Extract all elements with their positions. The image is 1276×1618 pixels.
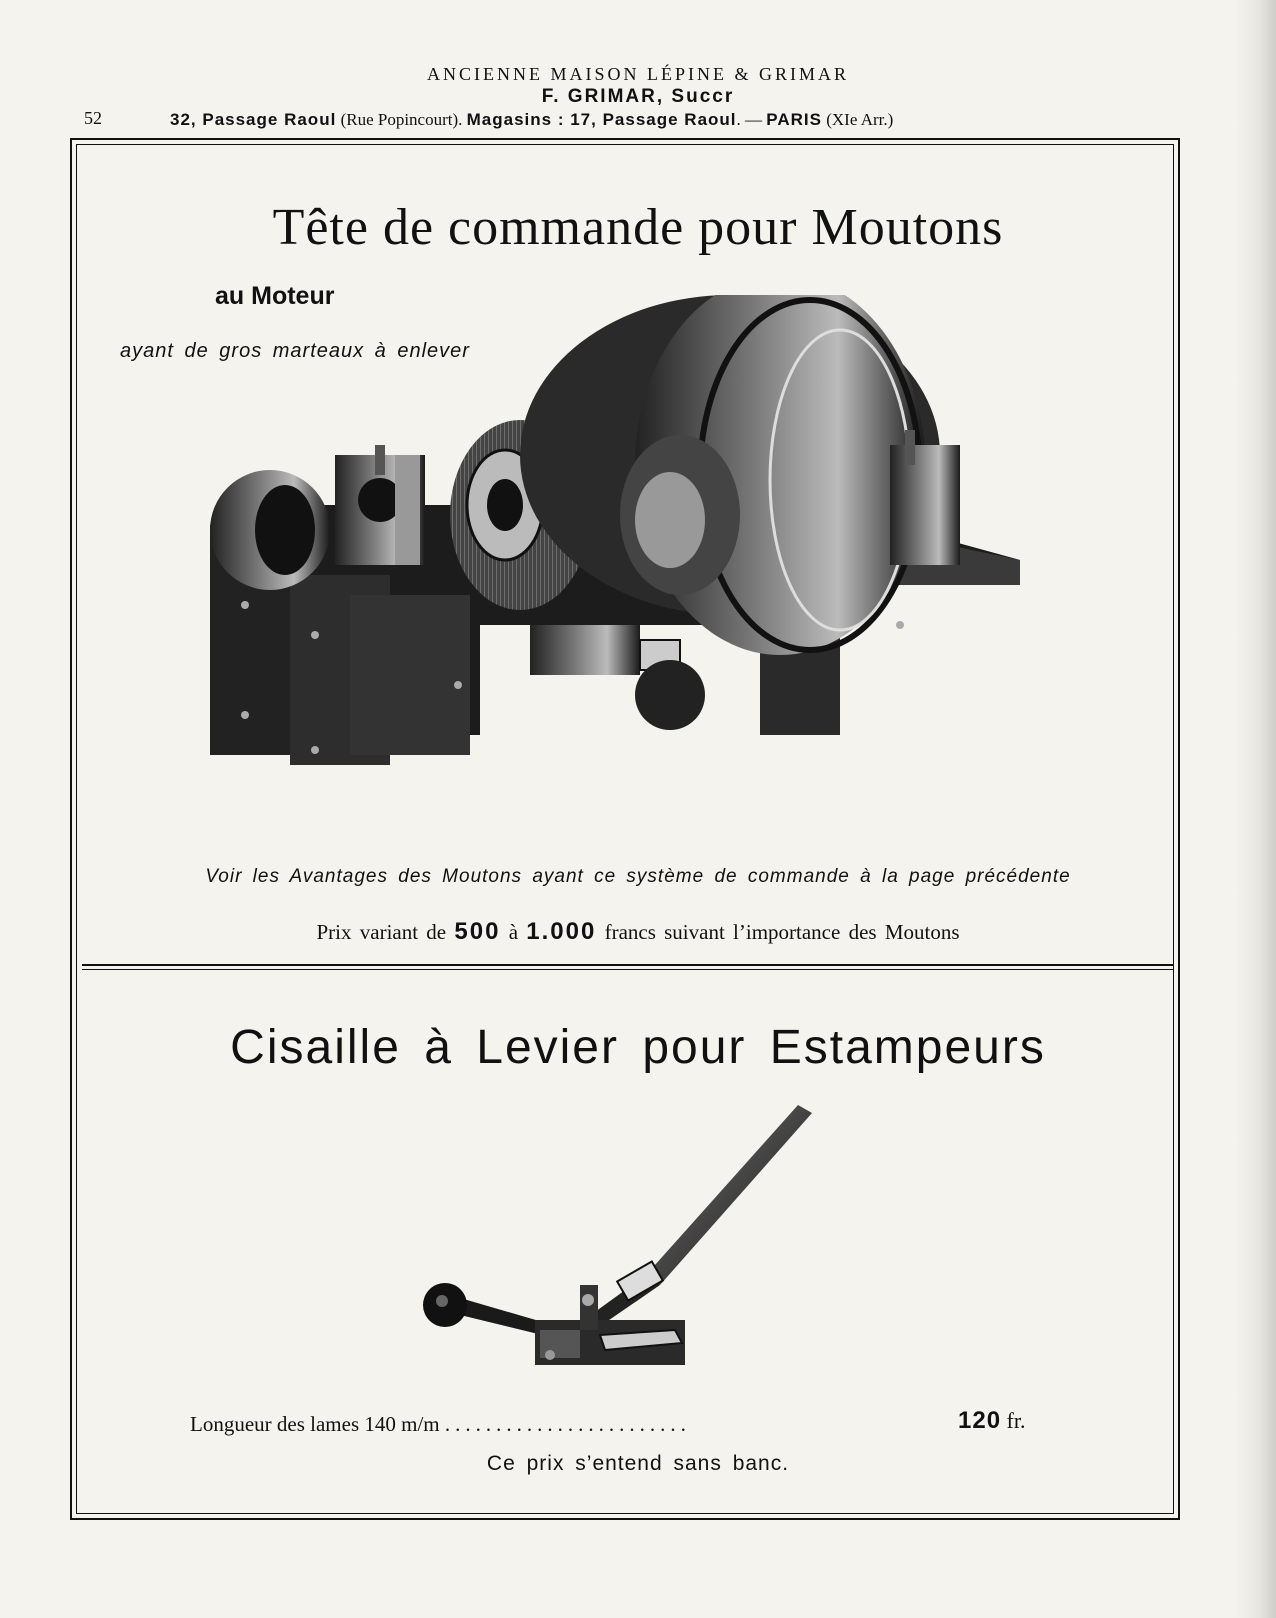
product2-spec <box>190 1412 1070 1437</box>
address-part: . — <box>736 110 767 129</box>
leader-dots: ........................ <box>444 1412 691 1436</box>
lever-shear-illustration <box>420 1105 840 1405</box>
spec-label: Longueur des lames 140 m/m <box>190 1412 440 1436</box>
price-min: 500 <box>454 918 501 945</box>
product2-note: Ce prix s’entend sans banc. <box>486 1452 790 1475</box>
product2-title: Cisaille à Levier pour Estampeurs <box>230 1021 1046 1074</box>
product1-title: Tête de commande pour Moutons <box>272 199 1004 256</box>
address-part: Magasins : 17, Passage Raoul <box>466 110 737 129</box>
address-part: (XIe Arr.) <box>821 110 894 129</box>
address-part: 32, Passage Raoul <box>170 110 337 129</box>
product2-price <box>958 1407 1026 1435</box>
header-firm-name: ANCIENNE MAISON LÉPINE & GRIMAR <box>427 64 849 84</box>
price-text: à <box>500 920 527 944</box>
drive-head-machine-illustration <box>200 295 1060 835</box>
page-number: 52 <box>84 108 102 128</box>
product1-price <box>0 918 1276 946</box>
price-unit: fr. <box>1001 1408 1026 1433</box>
price-max: 1.000 <box>526 918 597 945</box>
address-part: (Rue Popincourt). <box>336 110 467 129</box>
product1-note: Voir les Avantages des Moutons ayant ce système de commande à la page précédente <box>205 866 1071 887</box>
header-address <box>170 110 1130 130</box>
price-text: Prix variant de <box>316 920 455 944</box>
product1-subtitle-italic: ayant de gros marteaux à enlever <box>120 340 470 362</box>
header-successor: F. GRIMAR, Succr <box>541 86 735 107</box>
section-divider <box>82 964 1174 966</box>
product1-subtitle-bold: au Moteur <box>215 282 335 310</box>
section-divider <box>82 969 1174 970</box>
address-part: PARIS <box>766 110 822 129</box>
price-value: 120 <box>958 1407 1002 1434</box>
price-text: francs suivant l’importance des Moutons <box>596 920 960 944</box>
